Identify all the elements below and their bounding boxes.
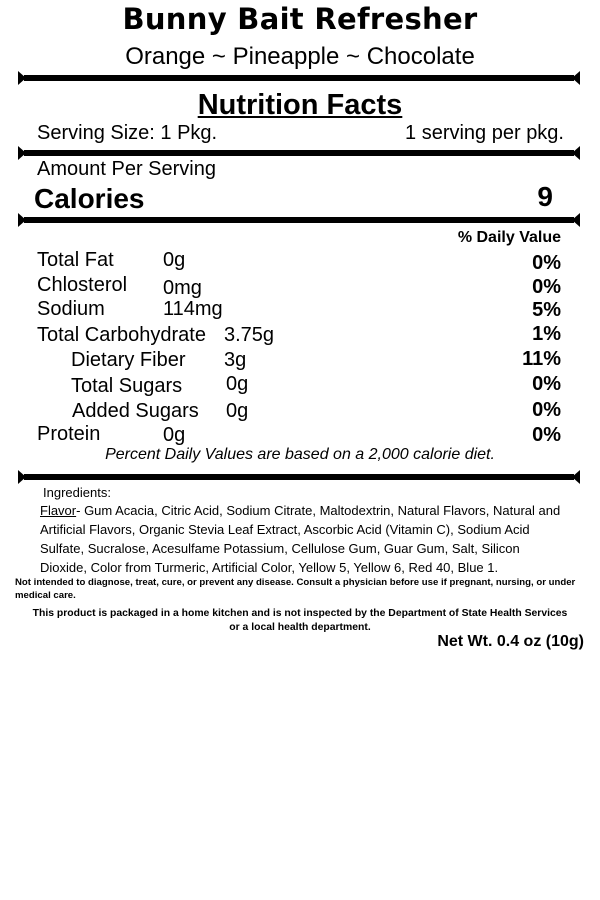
medical-disclaimer: Not intended to diagnose, treat, cure, or prevent any disease. Consult a physician before use if pregnant, nursing, or under medical care.: [15, 577, 576, 601]
ingredients-list: [40, 501, 570, 577]
flavor-label: Flavor: [40, 503, 77, 518]
nutrient-dv-protein: 0%: [532, 424, 561, 446]
home-kitchen-notice: This product is packaged in a home kitchen and is not inspected by the Department of State Health Services or a local health department.: [32, 608, 568, 633]
ingredients-label: Ingredients:: [43, 485, 111, 500]
thick-divider: [18, 470, 580, 484]
amount-per-serving: Amount Per Serving: [37, 158, 216, 180]
nutrient-amount-total-carbohydrate: 3.75g: [224, 324, 275, 346]
calories-label: Calories: [34, 183, 145, 214]
nutrient-dv-total-carbohydrate: 1%: [532, 323, 561, 345]
thick-divider: [18, 213, 580, 227]
nutrient-amount-sodium: 114mg: [163, 298, 223, 320]
daily-value-footnote: Percent Daily Values are based on a 2,000 calorie diet.: [105, 446, 495, 463]
calories-value: 9: [537, 181, 553, 212]
nutrient-name-sodium: Sodium: [37, 298, 105, 320]
daily-value-header: % Daily Value: [457, 229, 561, 246]
nutrient-amount-total-sugars: 0g: [226, 373, 249, 395]
nutrient-dv-cholesterol: 0%: [532, 276, 561, 298]
nutrient-amount-cholesterol: 0mg: [163, 277, 202, 299]
nutrition-facts-title: Nutrition Facts: [197, 89, 403, 121]
nutrient-name-total-sugars: Total Sugars: [71, 375, 183, 397]
nutrient-name-total-carbohydrate: Total Carbohydrate: [37, 324, 206, 346]
servings-per-package: 1 serving per pkg.: [405, 122, 564, 144]
nutrient-name-protein: Protein: [37, 423, 101, 445]
nutrient-name-cholesterol: Chlosterol: [37, 274, 128, 296]
serving-size: Serving Size: 1 Pkg.: [37, 122, 218, 144]
net-weight: Net Wt. 0.4 oz (10g): [437, 633, 584, 650]
nutrient-dv-sodium: 5%: [532, 299, 561, 321]
nutrient-dv-total-fat: 0%: [532, 252, 561, 274]
nutrient-dv-dietary-fiber: 11%: [522, 348, 561, 370]
ingredients-text: - Gum Acacia, Citric Acid, Sodium Citrate, Maltodextrin, Natural Flavors, Natural and Artificial Flavors, Organic Stevia Leaf Extract, Ascorbic Acid (Vitamin C), Sodium Acid Sulfate, Sucralose, Acesulfame Potassium, Cellulose Gum, Guar Gum, Salt, Silicon Dioxide, Color from Turmeric, Artificial Color, Yellow 5, Yellow 6, Red 40, Blue 1.: [40, 503, 561, 575]
nutrient-amount-total-fat: 0g: [163, 249, 186, 271]
nutrient-name-dietary-fiber: Dietary Fiber: [71, 349, 186, 371]
thick-divider: [18, 71, 580, 85]
nutrient-name-total-fat: Total Fat: [37, 249, 114, 271]
nutrient-name-added-sugars: Added Sugars: [72, 400, 199, 422]
nutrient-dv-total-sugars: 0%: [532, 373, 561, 395]
flavor-list: Orange ~ Pineapple ~ Chocolate: [125, 43, 475, 70]
nutrient-amount-protein: 0g: [163, 424, 186, 446]
product-name: Bunny Bait Refresher: [122, 2, 478, 36]
nutrient-amount-dietary-fiber: 3g: [224, 349, 247, 371]
nutrient-amount-added-sugars: 0g: [226, 400, 249, 422]
nutrient-dv-added-sugars: 0%: [532, 399, 561, 421]
